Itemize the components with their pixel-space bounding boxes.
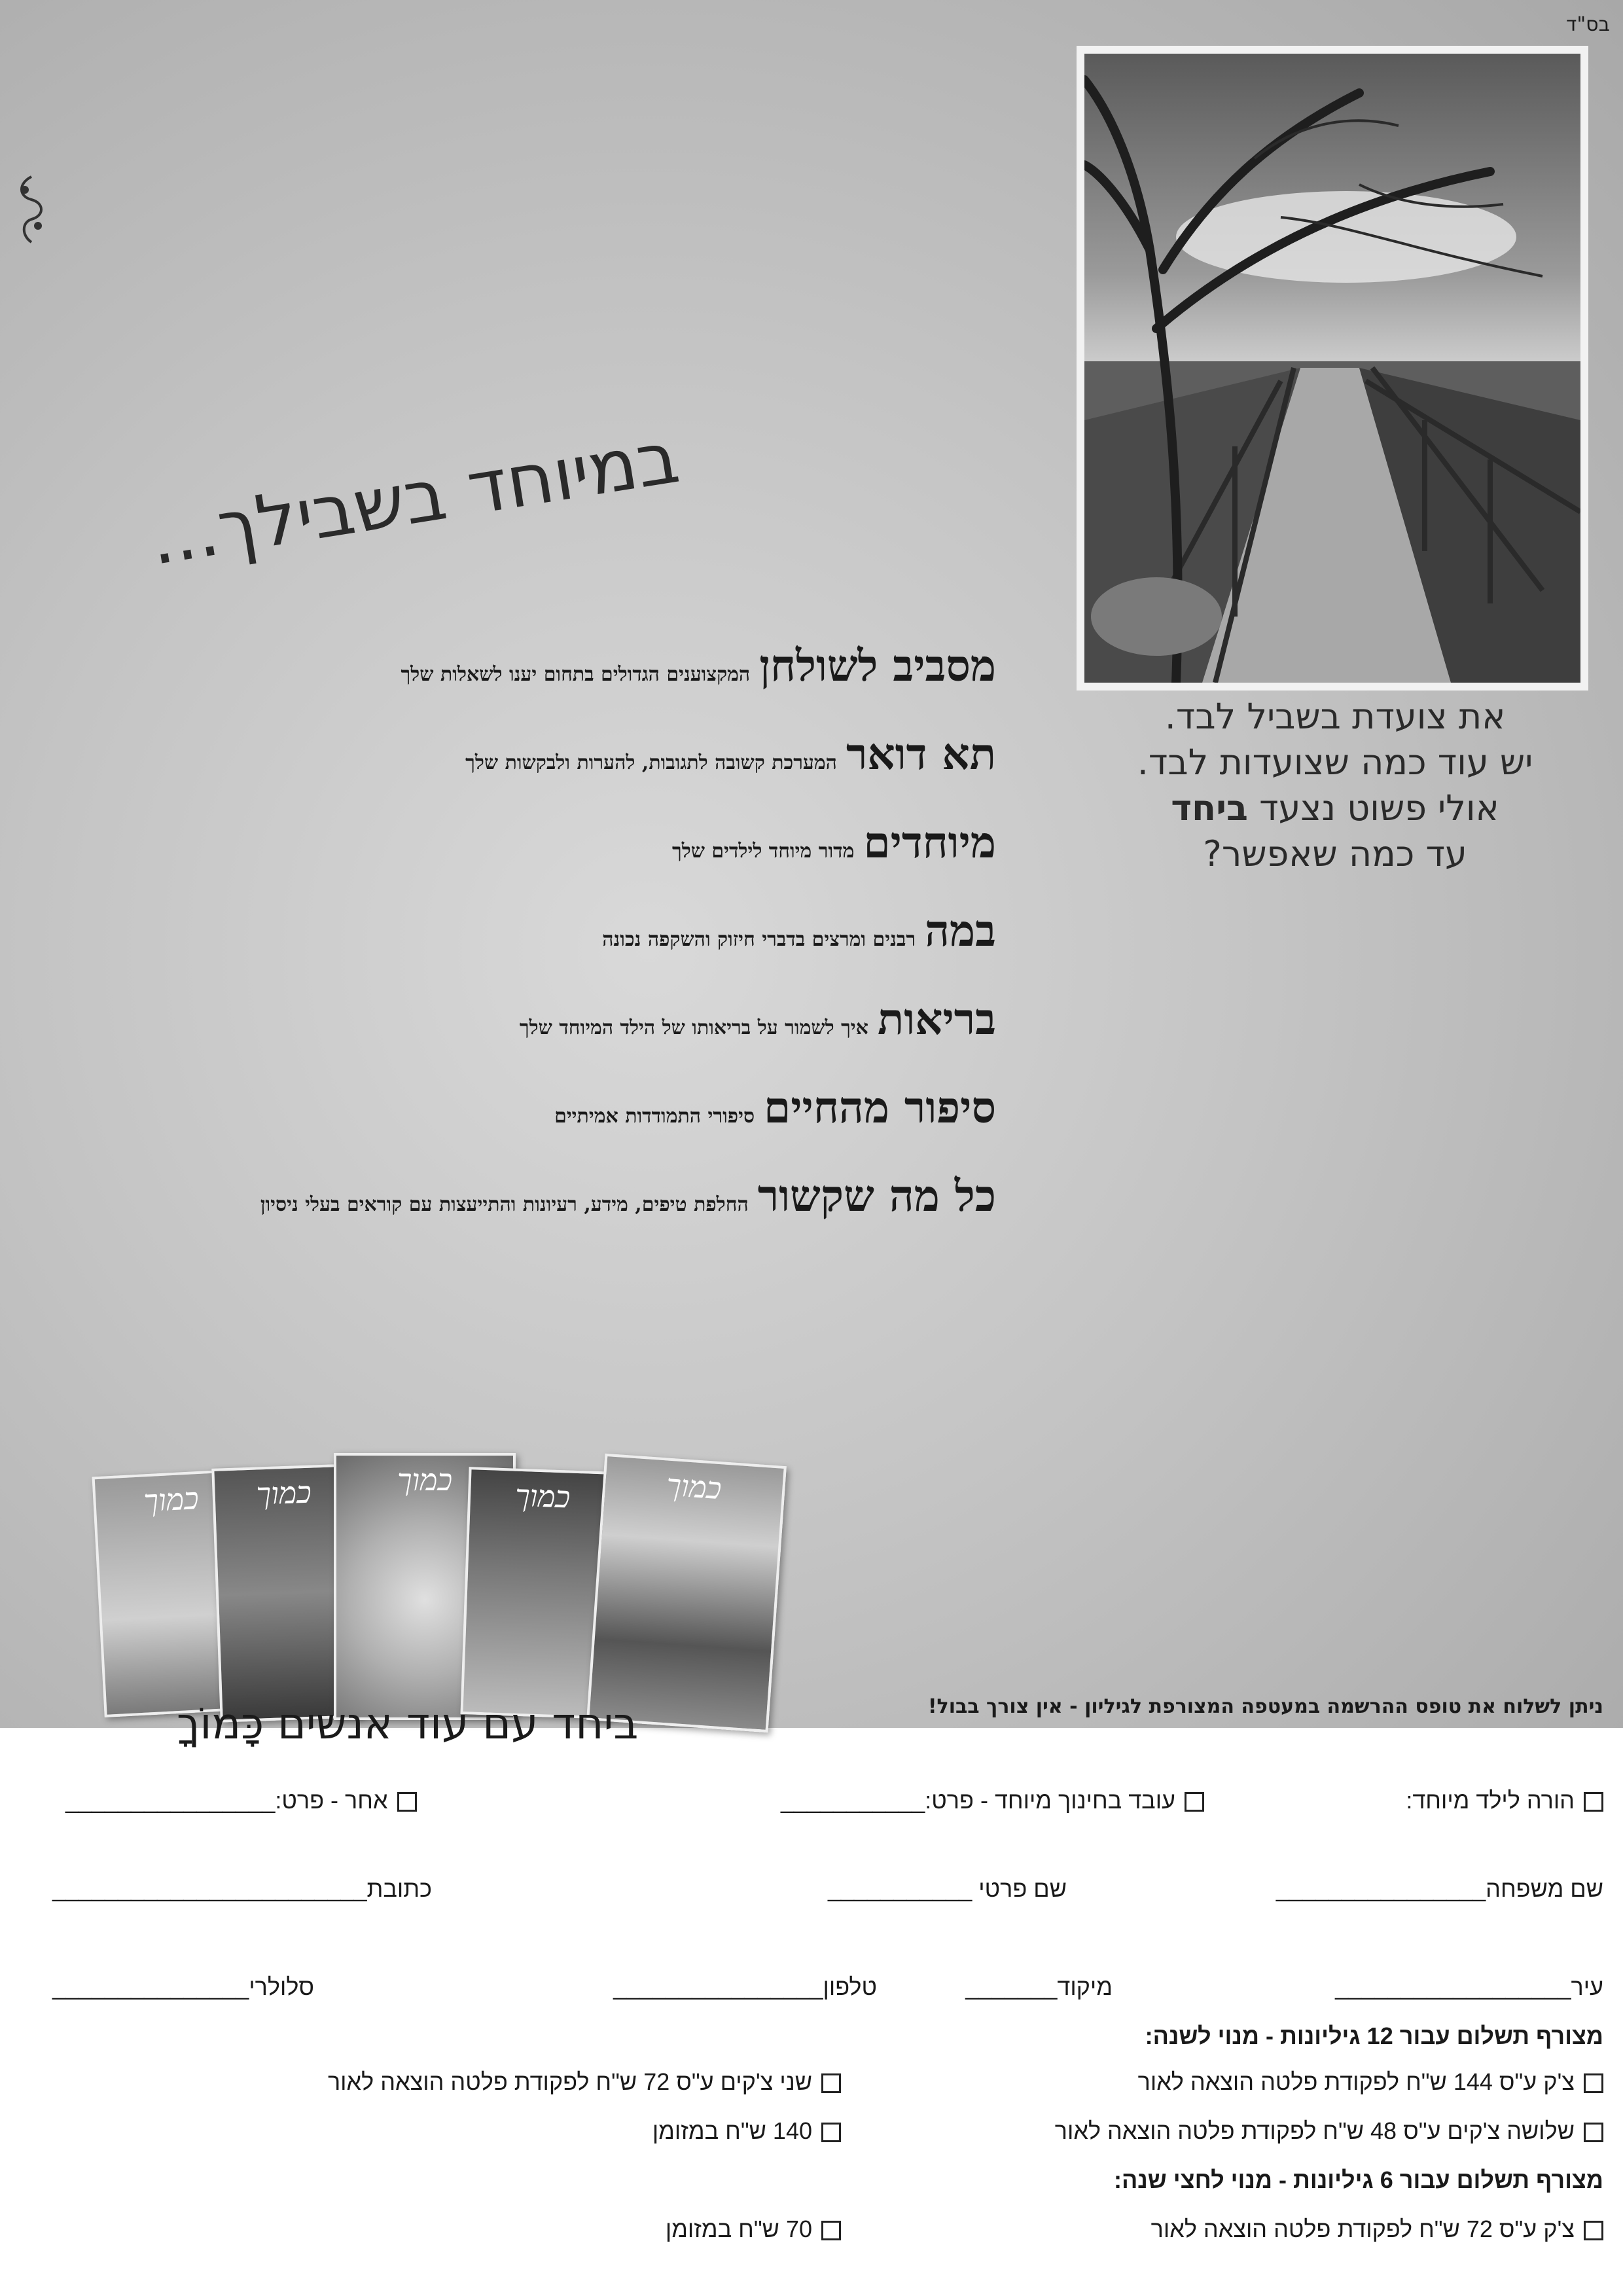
checkbox[interactable] xyxy=(1185,1792,1204,1812)
magazine-title: כמוך xyxy=(397,1462,453,1498)
bsd-mark: בס"ד xyxy=(1566,13,1610,36)
caption-line: את צועדת בשביל לבד. xyxy=(1164,696,1506,737)
feature-description: החלפת טיפים, מידע, רעיונות והתייעצות עם קוראים בעלי ניסיון xyxy=(260,1193,749,1216)
caption-line xyxy=(1080,785,1590,831)
role-other-label: אחר - פרט:________________ xyxy=(65,1787,388,1814)
caption-text: אולי פשוט נצעד xyxy=(1247,787,1499,829)
feature-title: במה xyxy=(925,905,996,956)
phone-field[interactable]: טלפון________________ xyxy=(613,1973,877,2000)
feature-item xyxy=(260,1172,996,1221)
city-field[interactable]: עיר__________________ xyxy=(1335,1973,1603,2000)
role-parent-option[interactable] xyxy=(1406,1787,1603,1814)
option-label: צ'ק ע"ס 72 ש"ח לפקודת פלטה הוצאה לאור xyxy=(1150,2215,1575,2242)
feature-description: המקצוענים הגדולים בתחום יענו לשאלות שלך xyxy=(401,663,751,686)
tree-path-photo xyxy=(1084,54,1580,683)
half-year-option-cash[interactable] xyxy=(666,2215,841,2243)
path-photo-frame xyxy=(1077,46,1588,691)
option-label: 140 ש"ח במזומן xyxy=(652,2117,812,2144)
feature-description: מדור מיוחד לילדים שלך xyxy=(671,840,855,863)
caption-line: יש עוד כמה שצועדות לבד. xyxy=(1137,742,1533,783)
option-label: צ'ק ע"ס 144 ש"ח לפקודת פלטה הוצאה לאור xyxy=(1137,2068,1575,2095)
annual-payment-heading: מצורף תשלום עבור 12 גיליונות - מנוי לשנה: xyxy=(1145,2022,1603,2049)
role-worker-label: עובד בחינוך מיוחד - פרט:___________ xyxy=(781,1787,1175,1814)
annual-option-cash[interactable] xyxy=(652,2117,841,2145)
feature-title: סיפור מהחיים xyxy=(764,1082,996,1133)
feature-item xyxy=(260,818,996,867)
magazine-title: כמוך xyxy=(665,1467,723,1507)
caption-emphasis: ביחד xyxy=(1171,787,1248,829)
magazine-title: כמוך xyxy=(255,1474,312,1512)
caption-line: עד כמה שאפשר? xyxy=(1203,833,1467,874)
last-name-field[interactable]: שם משפחה________________ xyxy=(1275,1875,1603,1902)
option-label: שלושה צ'קים ע"ס 48 ש"ח לפקודת פלטה הוצאה לאור xyxy=(1054,2117,1575,2144)
annual-option-two-checks[interactable] xyxy=(328,2068,841,2096)
feature-item xyxy=(260,995,996,1044)
feature-list xyxy=(260,641,996,1260)
feature-description: רבנים ומרצים בדברי חיזוק והשקפה נכונה xyxy=(602,928,916,951)
mailing-note: ניתן לשלוח את טופס ההרשמה במעטפה המצורפת לגיליון - אין צורך בבול! xyxy=(927,1695,1603,1718)
address-field[interactable]: כתובת________________________ xyxy=(52,1875,433,1902)
magazine-cover xyxy=(586,1454,787,1732)
checkbox[interactable] xyxy=(1584,1792,1603,1812)
feature-item xyxy=(260,906,996,956)
feature-title: תא דואר xyxy=(846,728,996,780)
photo-caption xyxy=(1080,694,1590,877)
role-other-option[interactable] xyxy=(65,1787,417,1814)
feature-title: מסביב לשולחן xyxy=(759,640,996,691)
first-name-field[interactable]: שם פרטי ___________ xyxy=(828,1875,1067,1902)
feature-description: איך לשמור על בריאותו של הילד המיוחד שלך xyxy=(519,1016,868,1039)
checkbox[interactable] xyxy=(1584,2073,1603,2093)
zip-field[interactable]: מיקוד_______ xyxy=(965,1973,1113,2000)
feature-title: כל מה שקשור xyxy=(757,1170,996,1221)
publisher-logo-icon xyxy=(12,170,51,249)
annual-option-one-check[interactable] xyxy=(1138,2068,1603,2096)
slogan: ביחד עם עוד אנשים כָּמוֹךָ xyxy=(177,1698,639,1749)
role-worker-option[interactable] xyxy=(781,1787,1204,1814)
half-year-option-check[interactable] xyxy=(1151,2215,1603,2243)
checkbox[interactable] xyxy=(1584,2123,1603,2142)
feature-title: בריאות xyxy=(877,994,996,1045)
checkbox[interactable] xyxy=(1584,2221,1603,2240)
magazine-covers xyxy=(98,1453,792,1734)
checkbox[interactable] xyxy=(821,2073,841,2093)
option-label: שני צ'קים ע"ס 72 ש"ח לפקודת פלטה הוצאה לאור xyxy=(327,2068,812,2095)
checkbox[interactable] xyxy=(821,2123,841,2142)
magazine-title: כמוך xyxy=(514,1477,571,1515)
cell-field[interactable]: סלולרי_______________ xyxy=(52,1973,315,2000)
magazine-title: כמוך xyxy=(143,1480,200,1519)
role-parent-label: הורה לילד מיוחד: xyxy=(1406,1787,1575,1814)
feature-item xyxy=(260,1083,996,1132)
feature-item xyxy=(260,641,996,691)
feature-title: מיוחדים xyxy=(863,817,996,868)
option-label: 70 ש"ח במזומן xyxy=(665,2215,812,2242)
half-year-payment-heading: מצורף תשלום עבור 6 גיליונות - מנוי לחצי שנה: xyxy=(1113,2166,1603,2193)
feature-description: המערכת קשובה לתגובות, להערות ולבקשות שלך xyxy=(465,751,837,774)
feature-item xyxy=(260,730,996,779)
annual-option-three-checks[interactable] xyxy=(1055,2117,1603,2145)
headline: במיוחד בשבילך... xyxy=(143,414,685,581)
feature-description: סיפורי התמודדות אמיתיים xyxy=(554,1105,755,1128)
checkbox[interactable] xyxy=(397,1792,417,1812)
checkbox[interactable] xyxy=(821,2221,841,2240)
